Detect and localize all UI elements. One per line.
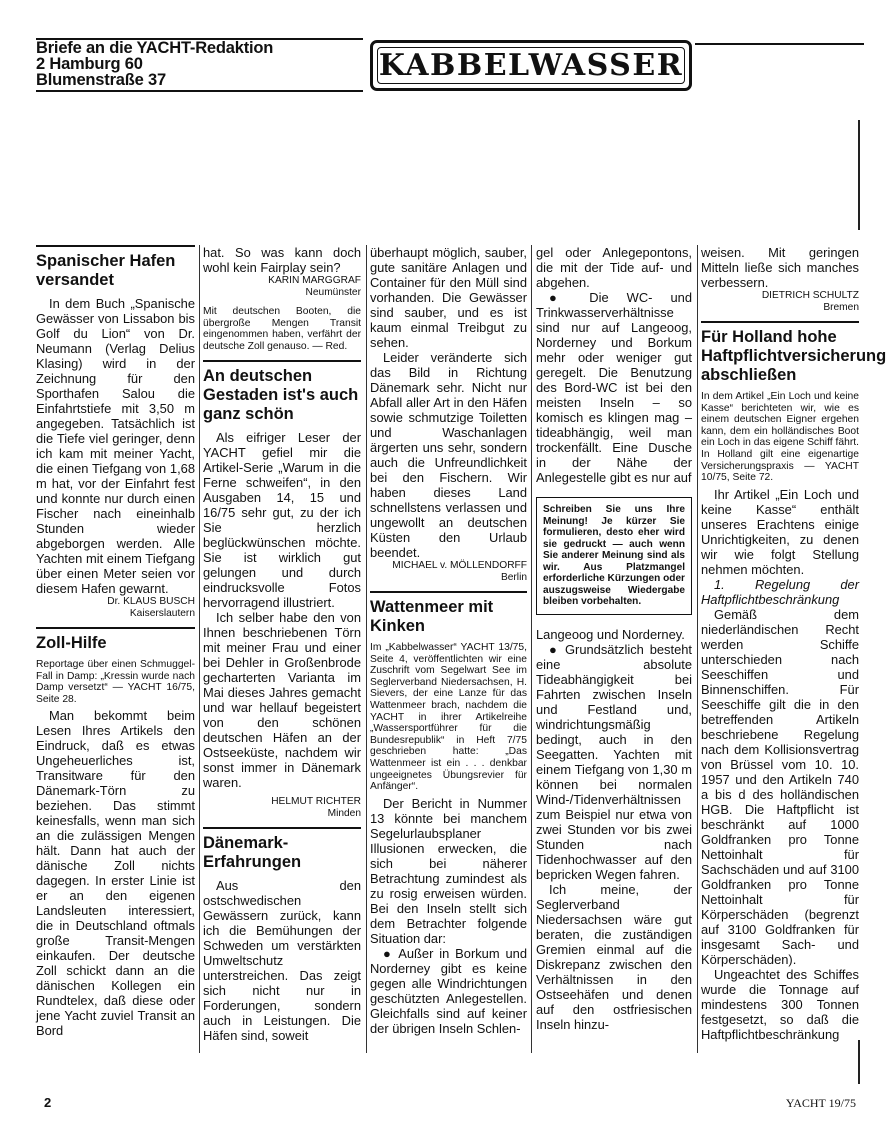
letter-continuation: weisen. Mit geringen Mitteln ließe sich manches verbessern. [701, 245, 859, 290]
letter-paragraph: Ich selber habe den von Ihnen beschriebenen Törn mit meiner Frau und einer bei Dehler in Großenbrode gecharterten Varianta im Mai dieses Jahres gemacht und war hellauf begeistert von den schönen deutschen Häfen an der Ostseeküste, nachdem wir sonst immer in Dänemark waren. [203, 610, 361, 791]
logo-text: KABBELWASSER [378, 48, 684, 83]
lead-holland: In dem Artikel „Ein Loch und keine Kasse“ berichteten wir, wie es einem deutschen Eigner ergehen kann, dem ein holländisches Boot ein Loch in das eigene Schiff fährt. In Holland gilt eine eigenartige Versicherungspraxis — YACHT 10/75, Seite 72. [701, 391, 859, 484]
letter-paragraph: ● Grundsätzlich besteht eine absolute Tideabhängigkeit bei Fahrten zwischen Inseln und Festland und, windrichtungsmäßig bedingt, auch in den Seegatten. Yachten mit einem Tiefgang von 1,30 m können bei normalen Wind-/Tidenverhältnissen zum Beispiel nur etwa von zwei Stunden vor bis zwei Stunden nach Tidenhochwasser auf den bepricken Wegen fahren. [536, 641, 692, 882]
column-rule-2 [366, 245, 367, 1053]
letter-paragraph: Ihr Artikel „Ein Loch und keine Kasse“ enthält unseres Erachtens einige Unrichtigkeiten, zu denen wir wie folgt Stellung nehmen möchten. [701, 486, 859, 577]
headline-wattenmeer: Wattenmeer mit Kinken [370, 591, 527, 636]
address-line-3: Blumenstraße 37 [36, 71, 166, 89]
column-rule-4 [697, 245, 698, 1053]
signature-name: HELMUT RICHTER [271, 796, 361, 808]
editorial-address [36, 40, 273, 88]
letter-daenemark: Aus den ostschwedischen Gewässern zurück, kann ich die Bemühungen der Schweden um verstärkten Umweltschutz unterstreichen. Das zeigt sich nicht nur in Forderungen, sondern auch in Leistungen. Die Häfen sind, soweit [203, 878, 361, 1044]
signature-city: Kaiserslautern [129, 607, 195, 619]
magazine-issue: YACHT 19/75 [785, 1096, 856, 1110]
column-rule-3 [531, 245, 532, 1053]
header-rule-right [695, 43, 864, 45]
letter-paragraph: Ich meine, der Seglerverband Niedersachsen wäre gut beraten, die zuständigen Gremien einmal auf die Diskrepanz zwischen den Verhältnissen in den Ostseehäfen und denen auf den ostfriesischen Inseln hinzu- [536, 881, 692, 1032]
headline-deutsche-gestaden: An deutschen Gestaden ist's auch ganz schön [203, 360, 361, 424]
letter-spanischer-hafen: In dem Buch „Spanische Gewässer von Lissabon bis Golf du Lion“ von Dr. Neumann (Verlag Delius Klasing) wird in der Zeichnung für den Sporthafen Salou die Einfahrtstiefe mit 3,50 m angegeben. Tatsächlich ist die Tiefe viel geringer, denn ich kam mit meiner Yacht, die einen Tiefgang von 1,68 m hat, vor der Einfahrt fest und konnte nur durch einen Fischer nach eineinhalb Stunden wieder abgeborgen werden. Alle Yachten mit einem Tiefgang über einen Meter seien vor diesem Hafen gewarnt. [36, 296, 195, 596]
reader-notice-box: Schreiben Sie uns Ihre Meinung! Je kürzer Sie formulieren, desto eher wird sie gedruckt — auch wenn Sie anderer Meinung sind als wir. Aus Platzmangel erforderliche Kürzungen oder auszugsweise Wiedergabe bleiben vorbehalten. [536, 497, 692, 615]
column-3 [370, 245, 527, 1053]
signature-city: Minden [327, 807, 361, 819]
signature-name: DIETRICH SCHULTZ [761, 290, 859, 301]
signature-name: Dr. KLAUS BUSCH [107, 596, 195, 607]
signature-city: Berlin [500, 571, 527, 583]
page-number: 2 [44, 1095, 52, 1110]
letter-paragraph: Gemäß dem niederländischen Recht werden Schiffe unterschieden nach Seeschiffen und Binnenschiffen. Für Seeschiffe gilt die in den betreffenden Artikeln beschriebene Regelung nach dem Kollisionsvertrag von Brüssel vom 10. 10. 1957 und den Artikeln 740 a bis d des holländischen HGB. Die Haftpflicht ist beschränkt auf 1000 Goldfranken pro Tonne Nettoinhalt für Sachschäden und auf 3100 Goldfranken pro Tonne Nettoinhalt für Körperschäden (begrenzt auf 3100 Goldfranken für insgesamt Sach- und Körperschäden). [701, 606, 859, 967]
address-line-1: Briefe an die YACHT-Redaktion [36, 39, 274, 57]
signature-name: KARIN MARGGRAF [268, 275, 361, 286]
letter-continuation: überhaupt möglich, sauber, gute sanitäre Anlagen und Container für den Müll sind vorhanden. Die Gewässer sind sauber, und es ist kaum einmal Treibgut zu sehen. [370, 245, 527, 350]
signature-city: Bremen [823, 301, 859, 313]
letter-continuation: gel oder Anlegepontons, die mit der Tide auf- und abgehen. [536, 245, 692, 290]
letter-paragraph: ● Außer in Borkum und Norderney gibt es keine gegen alle Windrichtungen geschützten Anlegestellen. Gleichfalls sind auf keiner der übrigen Inseln Schlen- [370, 945, 527, 1036]
signature-name: MICHAEL v. MÖLLENDORFF [392, 560, 527, 571]
letter-paragraph: Als eifriger Leser der YACHT gefiel mir die Artikel-Serie „Warum in die Ferne schweifen“, in den Ausgaben 14, 15 und 16/75 sehr gut, zu der ich Sie herzlich beglückwünschen möchte. Sie ist wirklich gut gelungen und durch eindrucksvolle Fotos hervorragend illustriert. [203, 430, 361, 611]
column-4 [536, 245, 692, 1053]
address-line-2: 2 Hamburg 60 [36, 55, 143, 73]
headline-holland: Für Holland hohe Haftpflichtversicherung abschließen [701, 321, 859, 385]
column-1 [36, 245, 195, 1053]
column-rule-1 [199, 245, 200, 1053]
kabbelwasser-logo [370, 40, 692, 91]
lead-zoll-hilfe: Reportage über einen Schmuggel-Fall in Damp: „Kressin wurde nach Damp versetzt“ — YACHT 16/75, Seite 28. [36, 659, 195, 705]
headline-spanischer-hafen: Spanischer Hafen versandet [36, 245, 195, 290]
letter-paragraph: Der Bericht in Nummer 13 könnte bei manchem Segelurlaubsplaner Illusionen erwecken, die sich bei näherer Betrachtung zumindest als zu rosig erweisen würden. Bei den Inseln stellt sich dem Betrachter folgende Situation dar: [370, 795, 527, 946]
lead-wattenmeer: Im „Kabbelwasser“ YACHT 13/75, Seite 4, veröffentlichten wir eine Zuschrift vom Segelwart See im Seglerverband Niedersachsen, H. Sievers, der eine Lanze für das Wattenmeer brach, nachdem die YACHT in ihrer Artikelreihe „Wassersportführer für die Bundesrepublik“ in Heft 7/75 geschrieben hatte: „Das Wattenmeer ist ein . . . denkbar ungeeignetes Übungsrevier für Anfänger“. [370, 642, 527, 793]
headline-zoll-hilfe: Zoll-Hilfe [36, 627, 195, 653]
headline-daenemark: Dänemark-Erfahrungen [203, 827, 361, 872]
edge-mark-bottom [858, 1040, 860, 1084]
signature-city: Neumünster [305, 286, 361, 298]
letter-continuation: hat. So was kann doch wohl kein Fairplay sein? [203, 245, 361, 275]
column-5 [701, 245, 886, 1053]
edge-mark-top [858, 120, 860, 230]
letter-paragraph: Leider veränderte sich das Bild in Richtung Dänemark sehr. Nicht nur Abfall aller Art in den Häfen sowie schmutzige Toiletten und Waschanlagen ärgerten uns sehr, sondern auch die Unfreundlichkeit bei den Fischern. Wir haben dieses Land schnellstens verlassen und ungewollt an deutschen Küsten den Urlaub beendet. [370, 350, 527, 560]
editor-note: Mit deutschen Booten, die übergroße Mengen Transit eingenommen haben, verfährt der deutsche Zoll genauso. — Red. [203, 306, 361, 352]
subheading-haftpflicht: 1. Regelung der Haftpflichtbeschränkung [701, 576, 859, 607]
letter-zoll-hilfe: Man bekommt beim Lesen Ihres Artikels den Eindruck, daß es etwas Ungeheuerliches ist, Transitware für den Dänemark-Törn zu beziehen. Das stimmt keinesfalls, wenn man sich an die zulässigen Mengen hält. Dann hat auch der dänische Zoll nichts dagegen. In erster Linie ist er an den eigenen Landsleuten interessiert, die in Deutschland oftmals große Transit-Mengen einkaufen. Der deutsche Zoll schickt dann an die dänischen Kollegen ein Rundtelex, daß diese oder jene Yacht zuviel Transit an Bord [36, 708, 195, 1039]
letter-paragraph: Ungeachtet des Schiffes wurde die Tonnage auf mindestens 300 Tonnen festgesetzt, so daß die Haftpflichtbeschränkung [701, 966, 859, 1042]
letter-continuation: Langeoog und Norderney. [536, 626, 685, 642]
column-2 [203, 245, 361, 1053]
letter-paragraph: ● Die WC- und Trinkwasserverhältnisse sind nur auf Langeoog, Norderney und Borkum mehr oder weniger gut geregelt. Die Benutzung des Bord-WC ist bei den meisten Inseln – so komisch es klingen mag – tideabhängig, weil man trockenfällt. Eine Dusche in der Nähe der Anlegestelle gibt es nur auf [536, 290, 692, 485]
masthead-bottom-rule [36, 90, 363, 92]
